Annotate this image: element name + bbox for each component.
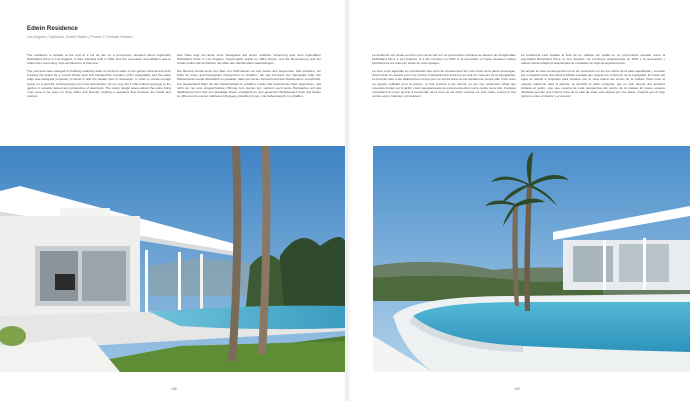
house-pool-photo [0,146,345,372]
infinity-pool-photo [373,146,690,372]
paragraph: La résidence est située au bout d'un cul-de-sac sur un promontoire surélevé au-dessus de la légendaire Mulholland Drive à Los Angeles. À a été construit en 1961 et la rénovation et l'ajout devaient refléter l'architecture du milieu du siècle de cette époque. [372,53,516,66]
paragraph: La zone a été agrandie en construisant des murs de soutènement sur trois côtés de la partie aménagée, créant ainsi un espace pour une piscine à débordement incurvée qui suit les contours de la topographie. Le bord de l'eau a été délibérément conçu pour se fondre dans la vue lointaine du centre-ville. Pour créer un espace suffisant pour la piscine, le hall existant a été démoli, ce qui non seulement offrait une ouverture limitée sur le jardin, mais manquait aussi de toute perspective sur le centre de la ville. L'espace nouvellement conçu permet à l'ensemble de la zone de vie d'être ouverte sur trois côtés, créant un flux continu entre l'intérieur et l'extérieur. [372,69,517,98]
page-number-left: 158 [171,387,177,391]
page-number-right: 159 [514,387,520,391]
text-column-french [372,53,516,102]
project-title: Edwin Residence [27,26,78,32]
text-column-english [27,53,171,102]
paragraph: The residence is located at the end of a cul de sac on a promontory elevated above legendary Mulholland Drive in Los Angeles. It was originally built in 1961 and the renovation and addition was to reflect the mid-century style architecture of that time. [27,53,171,66]
project-subtitle: Los Angeles, California, United States | Photos © Gerhard Heusch [27,35,133,39]
paragraph: Se amplió la zona construyendo muros de contención en los tres lados de la parte ajardinada y creando así el espacio para una piscina infinita curvada que seguía los contornos de la topografía. El borde del agua se diseñó a propósito para fundirse con la vista lejana del centro de la ciudad. Para crear el espacio suficiente para la piscina, se demolió el salón existente, que no sólo ofrecía una apertura limitada al jardín, sino que carecía de toda perspectiva del centro de la ciudad. El nuevo espacio diseñado permite que toda la zona de la sala de estar esté abierta por tres lados, creando así un flujo perfecto entre el interior y el exterior. [521,69,665,98]
text-column-german [177,53,321,102]
paragraph: Das Haus liegt am Ende einer Sackgasse auf einem erhöhten Vorsprung über dem legendären Mulholland Drive in Los Angeles. Ursprünglich wurde es 1961 erbaut, und die Renovierung und der Anbau sollten die Architektur der Mitte des Jahrhunderts widerspiegeln. [177,53,321,66]
paragraph: Der Bereich wurde durch den Bau von Stützmauern an drei Seiten des begrenzten Teils erweitert, um Platz für einen geschwungenen Infinity-Pool zu schaffen, der den Konturen der Topografie folgt. Die Wasserkante wurde absichtlich so gestaltet, dass sie mit der Fernsicht auf das Stadtzentrum verschmilzt. Um ausreichend Platz für das Schwimmbad zu schaffen, wurde das bestehende Haus abgerissen, das nicht nur nur eine eingeschränkte Öffnung zum Garten bot, sondern auch keine Perspektive auf das Stadtzentrum bot. Der neu gestaltete Raum ermöglicht es, den gesamten Wohnbereich nach drei Seiten zu öffnen und so einen nahtlosen Übergang zwischen Innen- und Außenbereich zu schaffen. [177,69,321,98]
right-photo [373,146,690,372]
paragraph: La residencia está situada al final de un callejón sin salida en un promontorio elevado sobre la legendaria Mulholland Drive en Los Ángeles. Se construyó originalmente en 1961 y la renovación y adición debía reflejar la arquitectura de mediados de siglo de aquella época. [521,53,665,66]
left-photo [0,146,345,372]
text-column-spanish [521,53,665,102]
paragraph: The pad area was enlarged by building retaining walls on all three sides of the garden area and thereby creating the space for a curved infinity pool that followed the contours of the topography and the water edge was designed purposely to blend in with the distant view of downtown. In order to create enough space for a pool the existing living room was demolished, for not only did it offer limited openings to the garden, it certainly lacked any perspective of downtown. The newly design space allows the entire living room area to be open on three sides and thereby creating a seamless flow between the inside and outdoor. [27,69,171,98]
